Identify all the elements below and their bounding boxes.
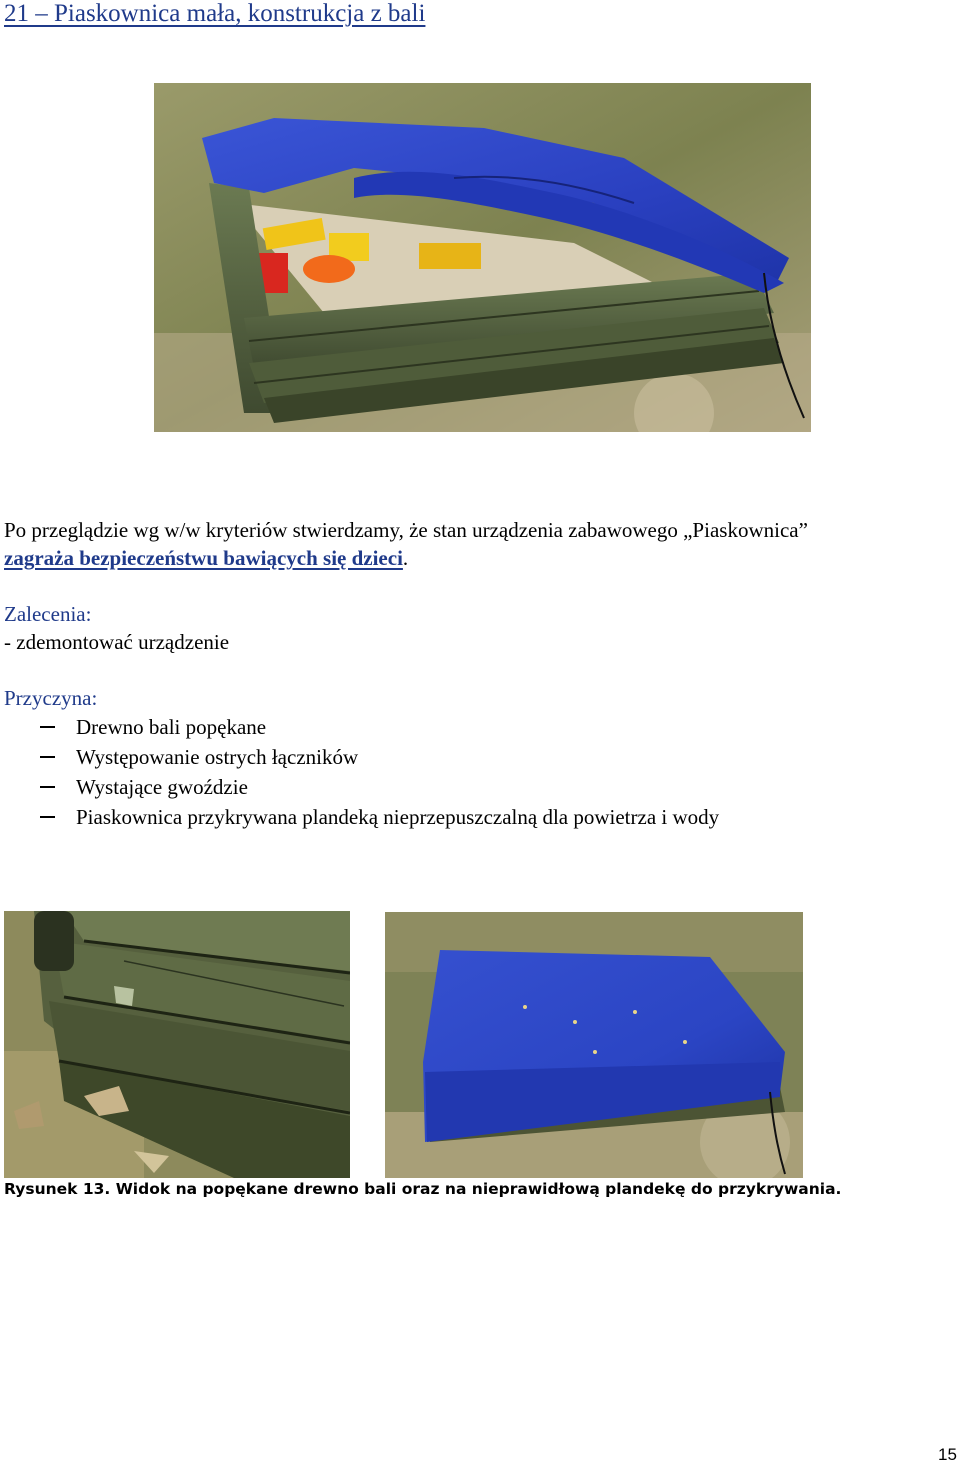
list-item-text: Drewno bali popękane [76,715,267,739]
list-item [40,712,719,742]
covered-sandbox-photo [385,912,803,1178]
figure-caption: Rysunek 13. Widok na popękane drewno bali oraz na nieprawidłową plandekę do przykrywania. [4,1180,842,1198]
recommendation-item: - zdemontować urządzenie [4,630,230,654]
dash-bullet-icon [40,726,55,728]
intro-line-2 [4,544,408,572]
list-item-text: Wystające gwoździe [76,775,248,799]
section-heading: 21 – Piaskownica mała, konstrukcja z bali [4,0,426,27]
hazard-statement: zagraża bezpieczeństwu bawiących się dzieci [4,546,403,570]
sandbox-top-photo [154,83,811,432]
list-item [40,742,719,772]
dash-bullet-icon [40,786,55,788]
list-item-text: Występowanie ostrych łączników [76,745,359,769]
recommendations-label: Zalecenia: [4,602,92,626]
intro-period: . [402,546,409,570]
list-item [40,772,719,802]
list-item [40,802,719,832]
cause-list [40,712,719,832]
dash-bullet-icon [40,756,55,758]
page-number: 15 [938,1445,957,1464]
cause-label: Przyczyna: [4,686,98,710]
dash-bullet-icon [40,816,55,818]
list-item-text: Piaskownica przykrywana plandeką nieprzepuszczalną dla powietrza i wody [76,805,720,829]
cracked-logs-photo [4,911,350,1178]
intro-line-1: Po przeglądzie wg w/w kryteriów stwierdzamy, że stan urządzenia zabawowego „Piaskownica” [4,518,808,542]
